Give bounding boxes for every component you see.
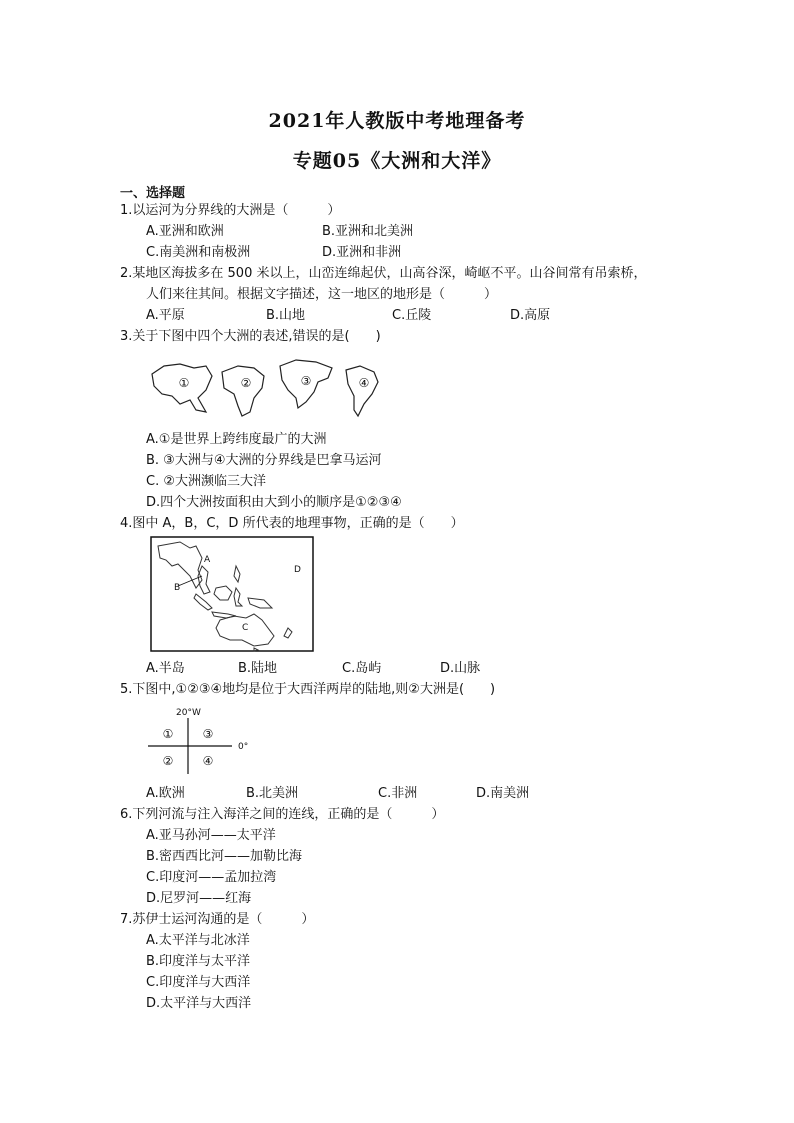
map-label-a: A [204,555,211,565]
map-label-d: D [294,565,301,575]
continents-outline-figure [146,354,386,424]
southeast-asia-map-figure [150,536,314,652]
grid-cell-4: ④ [202,754,214,768]
q1-option-c: C.南美洲和南极洲 [146,245,251,260]
q5-option-b: B.北美洲 [246,786,299,801]
latitude-label: 0° [238,742,249,752]
document-subtitle: 专题05《大洲和大洋》 [292,150,502,172]
q5-option-a: A.欧洲 [146,786,185,801]
continent-label-4: ④ [358,376,370,390]
q2-option-b: B.山地 [266,308,306,323]
q4-option-a: A.半岛 [146,661,185,676]
q7-option-c: C.印度洋与大西洋 [146,975,251,990]
q2-option-c: C.丘陵 [392,308,432,323]
q2-stem-line2: 人们来往其间。根据文字描述，这一地区的地形是（ ） [146,287,498,302]
q1-option-d: D.亚洲和非洲 [322,245,402,260]
map-label-b: B [174,583,181,593]
q4-option-c: C.岛屿 [342,661,382,676]
q3-option-c: C. ②大洲濒临三大洋 [146,474,266,489]
document-title: 2021年人教版中考地理备考 [268,110,526,132]
grid-cell-3: ③ [202,727,214,741]
q7-option-d: D.太平洋与大西洋 [146,996,252,1011]
q6-option-c: C.印度河——孟加拉湾 [146,870,277,885]
q7-stem: 7.苏伊士运河沟通的是（ ） [120,912,315,927]
map-label-c: C [242,623,249,633]
q3-option-a: A.①是世界上跨纬度最广的大洲 [146,432,327,447]
grid-cell-2: ② [162,754,174,768]
continent-label-1: ① [178,376,190,390]
q7-option-a: A.太平洋与北冰洋 [146,933,250,948]
longitude-label: 20°W [176,708,201,718]
q6-option-d: D.尼罗河——红海 [146,891,252,906]
q2-option-a: A.平原 [146,308,185,323]
q7-option-b: B.印度洋与太平洋 [146,954,251,969]
q5-stem: 5.下图中,①②③④地均是位于大西洋两岸的陆地,则②大洲是( ) [120,682,496,697]
q3-option-b: B. ③大洲与④大洲的分界线是巴拿马运河 [146,453,382,468]
coordinate-grid-figure [146,704,256,776]
q3-stem: 3.关于下图中四个大洲的表述,错误的是( ) [120,329,381,344]
q2-option-d: D.高原 [510,308,551,323]
africa-outline [222,366,264,416]
q6-option-b: B.密西西比河——加勒比海 [146,849,303,864]
south-america-outline [346,366,378,416]
q4-stem: 4.图中 A，B，C，D 所代表的地理事物，正确的是（ ） [120,516,464,531]
q4-option-b: B.陆地 [238,661,278,676]
q1-option-b: B.亚洲和北美洲 [322,224,414,239]
q1-stem: 1.以运河为分界线的大洲是（ ） [120,203,341,218]
q1-option-a: A.亚洲和欧洲 [146,224,224,239]
continent-label-3: ③ [300,374,312,388]
q6-option-a: A.亚马孙河——太平洋 [146,828,276,843]
q4-option-d: D.山脉 [440,661,481,676]
section-heading: 一、选择题 [120,186,186,201]
grid-cell-1: ① [162,727,174,741]
q2-stem-line1: 2.某地区海拔多在 500 米以上，山峦连绵起伏，山高谷深，崎岖不平。山谷间常有吊索桥， [120,266,647,281]
continent-label-2: ② [240,376,252,390]
q3-option-d: D.四个大洲按面积由大到小的顺序是①②③④ [146,495,402,510]
q5-option-d: D.南美洲 [476,786,530,801]
q5-option-c: C.非洲 [378,786,418,801]
q6-stem: 6.下列河流与注入海洋之间的连线，正确的是（ ） [120,807,445,822]
